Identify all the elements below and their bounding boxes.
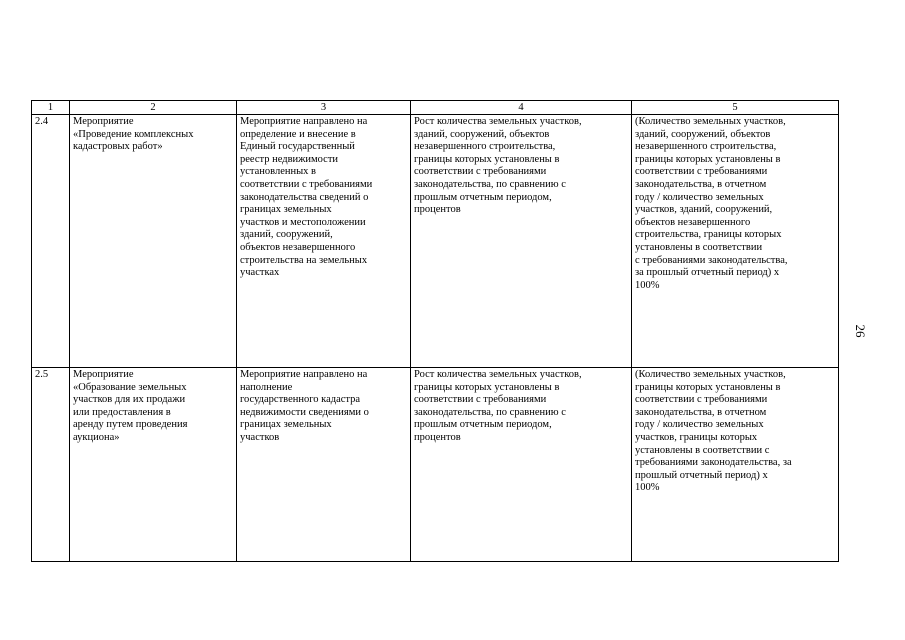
column-header: 5	[632, 101, 839, 115]
column-header: 3	[237, 101, 411, 115]
event-description: Мероприятие направлено на определение и внесение в Единый государственный реестр недвижимости установленных в соответствии с требованиями законодательства сведений о границах земельных участков и местоположении зданий, сооружений, объектов незавершенного строительства на земельных участках	[237, 115, 411, 368]
event-name: Мероприятие «Образование земельных участков для их продажи или предоставления в аренду путем проведения аукциона»	[70, 368, 237, 562]
formula-text: (Количество земельных участков, зданий, сооружений, объектов незавершенного строительства, границы которых установлены в соответствии с требованиями законодательства, в отчетном году / количество земельных участков, зданий, сооружений, объектов незавершенного строительства, границы которых установлены в соответствии с требованиями законодательства, за прошлый отчетный период) х 100%	[632, 115, 839, 368]
table-row	[32, 115, 839, 368]
row-number: 2.4	[32, 115, 70, 368]
event-name: Мероприятие «Проведение комплексных кадастровых работ»	[70, 115, 237, 368]
event-description: Мероприятие направлено на наполнение государственного кадастра недвижимости сведениями о границах земельных участков	[237, 368, 411, 562]
page-number: 26	[853, 324, 868, 338]
column-header: 4	[411, 101, 632, 115]
formula-text: (Количество земельных участков, границы которых установлены в соответствии с требованиями законодательства, в отчетном году / количество земельных участков, границы которых установлены в соответствии с требованиями законодательства, за прошлый отчетный период) х 100%	[632, 368, 839, 562]
table-row	[32, 368, 839, 562]
measures-table	[31, 100, 839, 562]
table-header-row	[32, 101, 839, 115]
indicator-text: Рост количества земельных участков, границы которых установлены в соответствии с требованиями законодательства, по сравнению с прошлым отчетным периодом, процентов	[411, 368, 632, 562]
column-header: 2	[70, 101, 237, 115]
indicator-text: Рост количества земельных участков, зданий, сооружений, объектов незавершенного строительства, границы которых установлены в соответствии с требованиями законодательства, по сравнению с прошлым отчетным периодом, процентов	[411, 115, 632, 368]
column-header: 1	[32, 101, 70, 115]
row-number: 2.5	[32, 368, 70, 562]
